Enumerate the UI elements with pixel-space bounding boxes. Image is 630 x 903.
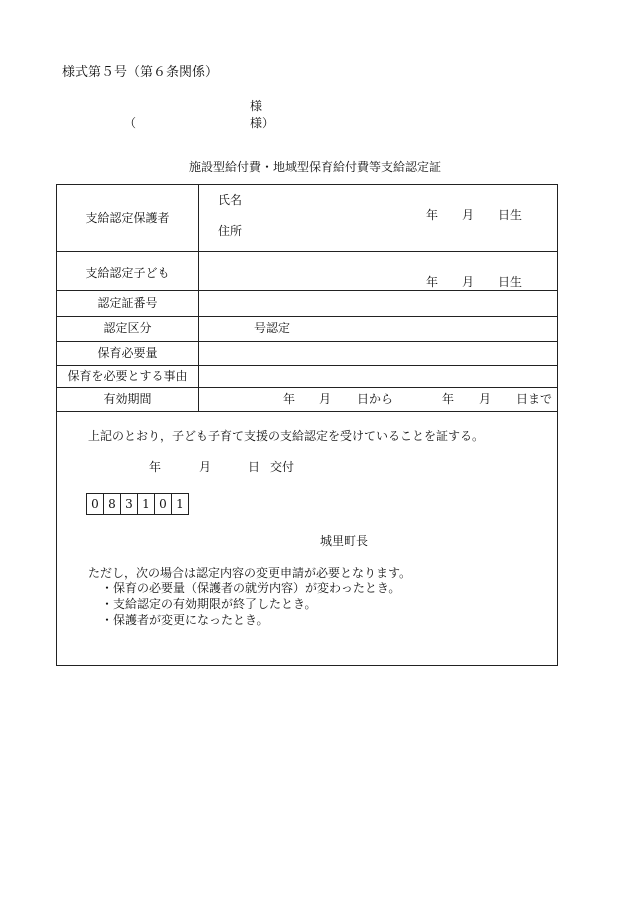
- category-label: 認定区分: [103, 321, 152, 335]
- certification-text: 上記のとおり，子ども子育て支援の支給認定を受けていることを証する。: [88, 429, 485, 443]
- cert-code-digit: 0: [86, 493, 104, 515]
- row-divider: [57, 365, 557, 366]
- notice-item: ・保護者が変更になったとき。: [101, 613, 269, 627]
- valid-from-year: 年: [283, 392, 296, 406]
- issue-label: 交付: [270, 460, 295, 474]
- cert-code-digit: 3: [120, 493, 138, 515]
- addressee-paren-open: （: [124, 116, 137, 130]
- child-birth-year: 年: [426, 275, 439, 289]
- row-divider: [57, 290, 557, 291]
- form-number: 様式第５号（第６条関係）: [62, 65, 219, 80]
- row-divider: [57, 387, 557, 388]
- row-divider: [57, 316, 557, 317]
- issuer-name: 城里町長: [320, 534, 369, 548]
- guardian-label: 支給認定保護者: [85, 211, 170, 225]
- valid-from-day: 日から: [357, 392, 394, 406]
- valid-to-day: 日まで: [516, 392, 553, 406]
- addressee-honorific-close: 様）: [250, 116, 275, 130]
- cert-code-digit: 1: [137, 493, 155, 515]
- issue-year: 年: [149, 460, 162, 474]
- guardian-birth-year: 年: [426, 208, 439, 222]
- guardian-birth-day: 日生: [498, 208, 523, 222]
- row-divider: [57, 411, 557, 412]
- reason-label: 保育を必要とする事由: [67, 369, 188, 383]
- notice-item: ・保育の必要量（保護者の就労内容）が変わったとき。: [101, 581, 401, 595]
- certificate-frame: [56, 184, 558, 666]
- row-divider: [57, 341, 557, 342]
- document-title: 施設型給付費・地域型保育給付費等支給認定証: [188, 160, 441, 174]
- child-label: 支給認定子ども: [85, 266, 170, 280]
- validity-label: 有効期間: [103, 392, 152, 406]
- valid-to-month: 月: [479, 392, 492, 406]
- cert-code-boxes: [86, 493, 189, 515]
- cert-code-digit: 8: [103, 493, 121, 515]
- child-birth-month: 月: [462, 275, 475, 289]
- notice-intro: ただし，次の場合は認定内容の変更申請が必要となります。: [88, 566, 412, 580]
- cert-code-digit: 1: [171, 493, 189, 515]
- notice-item: ・支給認定の有効期限が終了したとき。: [101, 597, 317, 611]
- address-label: 住所: [218, 224, 243, 238]
- child-birth-day: 日生: [498, 275, 523, 289]
- necessity-label: 保育必要量: [97, 346, 158, 360]
- row-divider: [57, 251, 557, 252]
- guardian-birth-month: 月: [462, 208, 475, 222]
- valid-to-year: 年: [442, 392, 455, 406]
- issue-day: 日: [248, 460, 261, 474]
- cert-code-digit: 0: [154, 493, 172, 515]
- category-value: 号認定: [254, 321, 291, 335]
- label-column-divider: [198, 185, 199, 411]
- name-label: 氏名: [218, 193, 243, 207]
- cert-number-label: 認定証番号: [97, 296, 158, 310]
- issue-month: 月: [199, 460, 212, 474]
- valid-from-month: 月: [319, 392, 332, 406]
- addressee-honorific: 様: [250, 99, 263, 113]
